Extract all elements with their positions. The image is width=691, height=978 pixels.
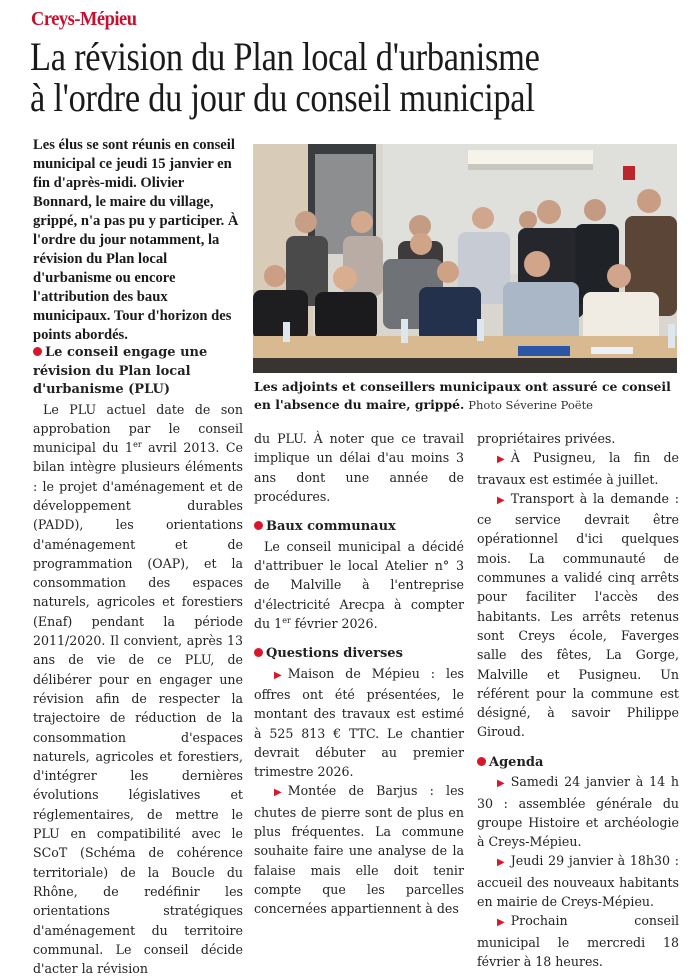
baux-body: Le conseil municipal a décidé d'attribuer le local Atelier n° 3 de Malville à l'entreprise d'électricité Arecpa à compter du 1er février 2026. [254, 537, 464, 633]
plu-body-continued: du PLU. À noter que ce travail implique un délai d'au moins 3 ans dont une année de procédures. [254, 429, 464, 506]
article-column-1 [33, 344, 243, 978]
section-title-baux: Baux communaux [254, 518, 464, 537]
questions-item: ▶ Transport à la demande : ce service devrait être opérationnel d'ici quelques mois. La communauté de communes a validé cinq arrêts pour faciliter l'accès des habitants. Les arrêts retenus sont Creys école, Faverges salle des fêtes, La Gorge, Malville et Pusigneu. Un référent pour la commune est désigné, à savoir Philippe Giroud. [477, 489, 679, 742]
article-column-2 [254, 429, 464, 919]
red-dot-icon [477, 757, 486, 766]
headline-line-1: La révision du Plan local d'urbanisme [30, 36, 632, 77]
section-title-questions: Questions diverses [254, 645, 464, 664]
red-triangle-icon: ▶ [264, 783, 282, 802]
caption-text: Les adjoints et conseillers municipaux ont assuré ce conseil en l'absence du maire, grippé. [254, 379, 671, 412]
agenda-item: ▶ Prochain conseil municipal le mercredi 18 février à 18 heures. [477, 911, 679, 971]
red-triangle-icon: ▶ [487, 450, 505, 469]
red-triangle-icon: ▶ [264, 666, 282, 685]
red-triangle-icon: ▶ [487, 774, 505, 793]
red-triangle-icon: ▶ [487, 853, 505, 872]
agenda-item: ▶ Jeudi 29 janvier à 18h30 : accueil des nouveaux habitants en mairie de Creys-Mépieu. [477, 851, 679, 911]
photo-credit: Photo Séverine Poëte [468, 398, 593, 412]
group-photo-image [253, 144, 677, 373]
article-column-3 [477, 429, 679, 971]
section-title-plu: Le conseil engage une révision du Plan local d'urbanisme (PLU) [33, 344, 243, 400]
article-headline [30, 36, 632, 118]
headline-line-2: à l'ordre du jour du conseil municipal [30, 77, 632, 118]
article-lead: Les élus se sont réunis en conseil municipal ce jeudi 15 janvier en fin d'après-midi. Olivier Bonnard, le maire du village, grippé, n'a pas pu y participer. À l'ordre du jour notamment, la révision du Plan local d'urbanisme ou encore l'attribution des baux municipaux. Tour d'horizon des points abordés. [33, 136, 245, 345]
questions-item: ▶ À Pusigneu, la fin de travaux est estimée à juillet. [477, 448, 679, 489]
red-triangle-icon: ▶ [487, 491, 505, 510]
article-kicker: Creys-Mépieu [31, 8, 137, 31]
questions-continuation: propriétaires privées. [477, 429, 679, 448]
photo-caption [254, 378, 684, 414]
questions-item: ▶ Montée de Barjus : les chutes de pierre sont de plus en plus fréquentes. La commune souhaite faire une analyse de la falaise mais elle doit tenir compte que les parcelles concernées appartiennent à des [254, 781, 464, 918]
plu-body: Le PLU actuel date de son approbation par le conseil municipal du 1er avril 2013. Ce bilan intègre plusieurs éléments : le projet d'aménagement et de développement durables (PADD), les orientations d'aménagement et de programmation (OAP), et la consommation des espaces naturels, agricoles et forestiers (Enaf) pendant la période 2011/2020. Il convient, après 13 ans de vie de ce PLU, de délibérer pour en engager une révision afin de respecter la trajectoire de réduction de la consommation d'espaces naturels, agricoles et forestiers, d'intégrer les dernières évolutions législatives et réglementaires, de mettre le PLU en compatibilité avec le SCoT (Schéma de cohérence territoriale) de la Boucle du Rhône, de redéfinir les orientations stratégiques d'aménagement du territoire communal. Le conseil décide d'acter la révision [33, 400, 243, 978]
questions-item: ▶ Maison de Mépieu : les offres ont été présentées, le montant des travaux est estimé à 525 813 € TTC. Le chantier devrait débuter au premier trimestre 2026. [254, 664, 464, 782]
agenda-item: ▶ Samedi 24 janvier à 14 h 30 : assemblée générale du groupe Histoire et archéologie à Creys-Mépieu. [477, 772, 679, 851]
red-dot-icon [254, 648, 263, 657]
red-dot-icon [33, 347, 42, 356]
red-triangle-icon: ▶ [487, 913, 505, 932]
article-photo [253, 144, 677, 373]
section-title-agenda: Agenda [477, 754, 679, 773]
red-dot-icon [254, 521, 263, 530]
